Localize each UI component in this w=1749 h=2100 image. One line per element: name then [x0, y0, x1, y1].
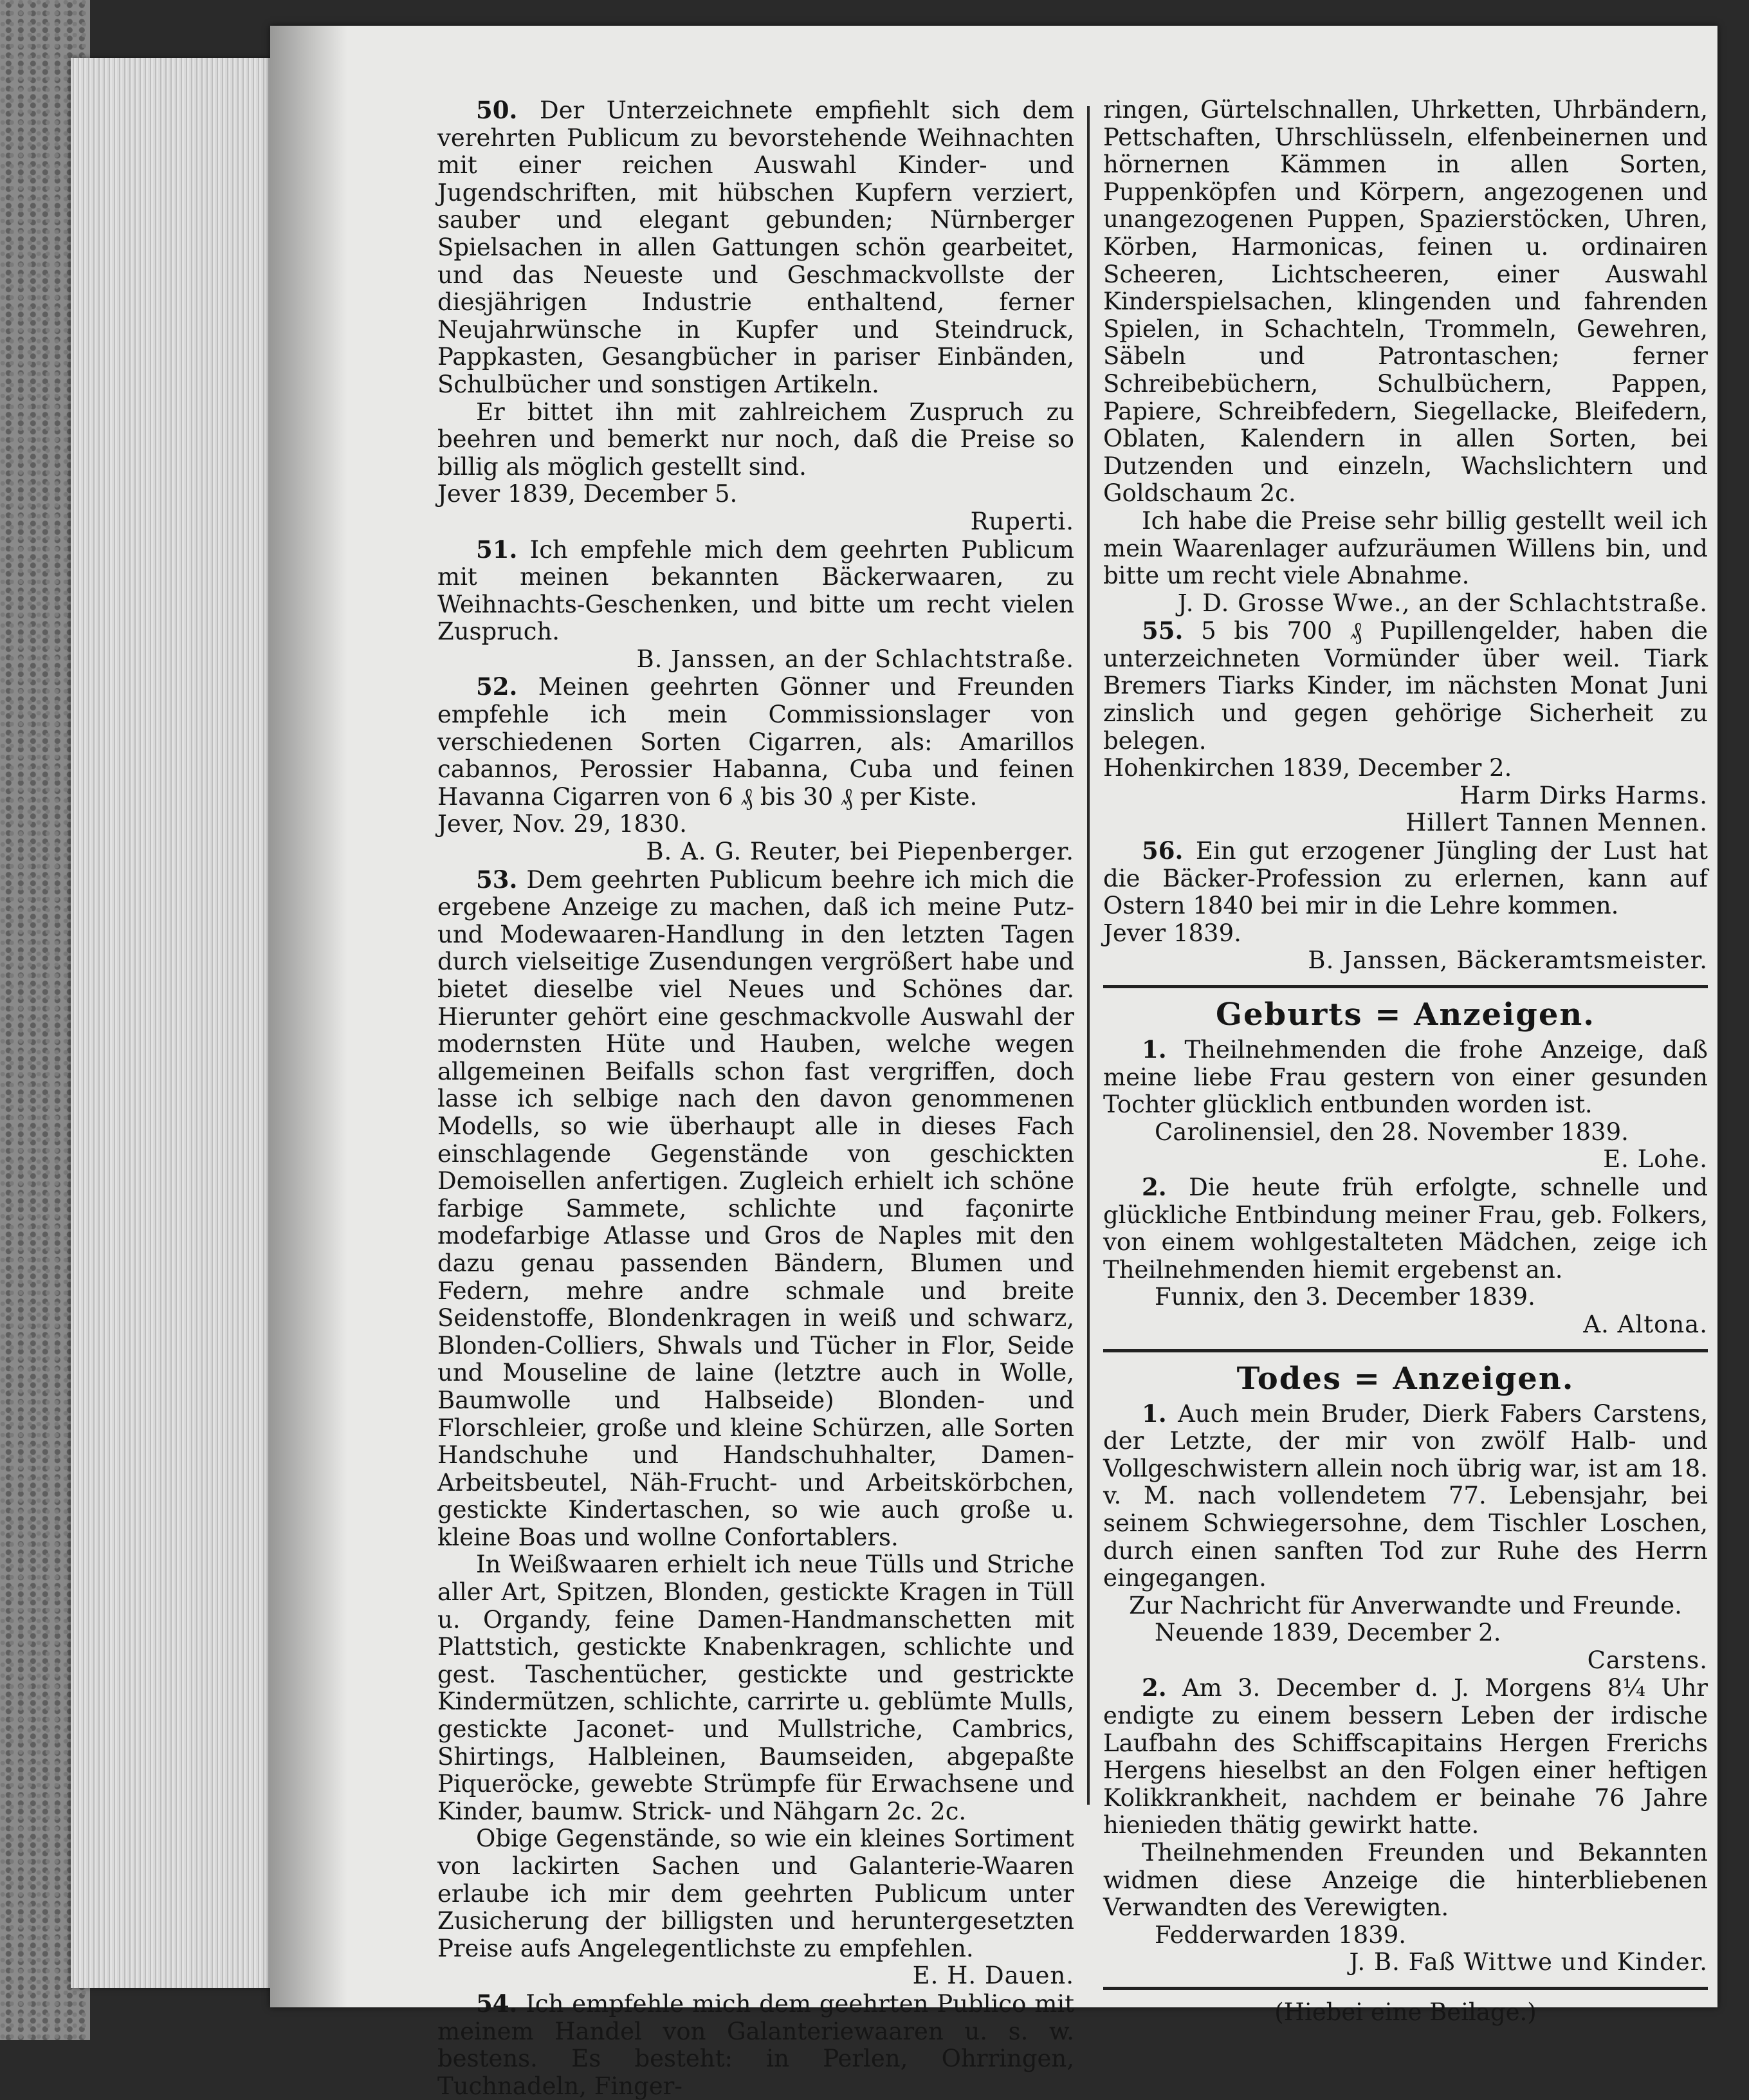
section-heading: Todes = Anzeigen.	[1236, 1360, 1575, 1397]
item-text: Auch mein Bruder, Dierk Fabers Carstens, der Letzte, der mir von zwölf Halb- und Vollgeschwistern allein noch übrig war, ist am 18. v. M. nach vollendetem 77. Lebensjahr, bei seinem Schwiegersohne, dem Tischler Loschen, durch einen sanften Tod zur Ruhe des Herrn eingegangen.	[1103, 1399, 1708, 1592]
ad-text: Ein gut erzogener Jüngling der Lust hat die Bäcker-Profession zu erlernen, kann auf Ostern 1840 bei mir in die Lehre kommen.	[1103, 837, 1708, 920]
item-signature: Carstens.	[1587, 1646, 1708, 1674]
item-number: 1.	[1142, 1399, 1167, 1428]
left-column	[437, 97, 1074, 2100]
item-number: 2.	[1142, 1673, 1167, 1702]
ad-signature: Harm Dirks Harms.	[1459, 781, 1708, 809]
item-signature: E. Lohe.	[1603, 1145, 1708, 1174]
ad-52	[437, 673, 1074, 865]
ad-text-2: Ich habe die Preise sehr billig gestellt weil ich mein Waarenlager aufzuräumen Willens bin, und bitte um recht viele Abnahme.	[1103, 506, 1708, 590]
ad-51	[437, 536, 1074, 674]
ad-number: 54.	[476, 1989, 518, 2018]
section-heading: Geburts = Anzeigen.	[1216, 997, 1595, 1033]
ad-53	[437, 866, 1074, 1990]
item-note: Zur Nachricht für Anverwandte und Freunde.	[1129, 1591, 1682, 1619]
item-date: Fedderwarden 1839.	[1155, 1920, 1407, 1949]
item-number: 1.	[1142, 1035, 1167, 1064]
item-text: Theilnehmenden die frohe Anzeige, daß meine liebe Frau gestern von einer gesunden Tochter glücklich entbunden worden ist.	[1103, 1036, 1708, 1119]
item-signature: A. Altona.	[1583, 1310, 1708, 1338]
ad-text: Dem geehrten Publicum beehre ich mich die ergebene Anzeige zu machen, daß ich meine Putz- und Modewaaren-Handlung in den letzten Tagen durch vielseitige Zusendungen vergrößert habe und bietet dieselbe viel Neues und Schönes dar. Hierunter gehört eine geschmackvolle Auswahl der modernsten Hüte und Hauben, welche wegen allgemeinen Beifalls schon fast vergriffen, doch lasse ich selbige nach den davon genommenen Modells, so wie überhaupt alle in dieses Fach einschlagende Gegenstände von geschickten Demoisellen anfertigen. Zugleich erhielt ich schöne farbige Sammete, schlichte und façonirte modefarbige Atlasse und Gros de Naples mit den dazu genau passenden Bändern, Blumen und Federn, mehre andre schmale und breite Seidenstoffe, Blondenkragen in weiß und schwarz, Blonden-Colliers, Shwals und Tücher in Flor, Seide und Mouseline de laine (letztre auch in Wolle, Baumwolle und Halbseide) Blonden- und Florschleier, große und kleine Schürzen, alle Sorten Handschuhe und Handschuhhalter, Damen-Arbeitsbeutel, Näh-Frucht- und Arbeitskörbchen, gestickte Kindertaschen, so wie auch große u. kleine Boas und wollne Confortablers.	[437, 865, 1074, 1551]
ad-date: Jever, Nov. 29, 1830.	[437, 810, 687, 838]
item-date: Carolinensiel, den 28. November 1839.	[1155, 1118, 1629, 1146]
ad-date: Jever 1839, December 5.	[437, 480, 738, 508]
ad-signature: E. H. Dauen.	[912, 1962, 1074, 1990]
item-number: 2.	[1142, 1172, 1167, 1201]
item-date: Funnix, den 3. December 1839.	[1155, 1283, 1535, 1311]
supplement-note: (Hiebei eine Beilage.)	[1274, 1998, 1537, 2026]
ad-text: Meinen geehrten Gönner und Freunden empfehle ich mein Commissionslager von verschiedenen Sorten Cigarren, als: Amarillos cabannos, Perossier Habanna, Cuba und feinen Havanna Cigarren von 6 ₰ bis 30 ₰ per Kiste.	[437, 673, 1074, 811]
ad-signature: B. Janssen, an der Schlachtstraße.	[636, 645, 1074, 673]
ad-text-3: Obige Gegenstände, so wie ein kleines Sortiment von lackirten Sachen und Galanterie-Waaren erlaube ich mir dem geehrten Publicum unter Zusicherung der billigsten und heruntergesetzten Preise aufs Angelegentlichste zu empfehlen.	[437, 1825, 1074, 1962]
ad-signature: Hillert Tannen Mennen.	[1406, 809, 1708, 837]
ad-signature: Ruperti.	[970, 507, 1074, 535]
ad-text-2: Er bittet ihn mit zahlreichem Zuspruch zu beehren und bemerkt nur noch, daß die Preise so billig als möglich gestellt sind.	[437, 398, 1074, 481]
ad-number: 50.	[476, 96, 518, 124]
deaths-section	[1103, 1361, 1708, 1976]
ad-text-2: In Weißwaaren erhielt ich neue Tülls und Striche aller Art, Spitzen, Blonden, gestickte Kragen in Tüll u. Organdy, feine Damen-Handmanschetten mit Plattstich, gestickte Knabenkragen, schlichte und gest. Taschentücher, gestickte und gestrickte Kindermützen, schlichte, carrirte u. geblümte Mulls, gestickte Jaconet- und Mullstriche, Cambrics, Shirtings, Halbleinen, Baumseiden, abgepaßte Piqueröcke, gewebte Strümpfe für Erwachsene und Kinder, baumw. Strick- und Nähgarn 2c. 2c.	[437, 1551, 1074, 1825]
ad-text: Ich empfehle mich dem geehrten Publico mit meinem Handel von Galanteriewaaren u. s. w. bestens. Es besteht: in Perlen, Ohrringen, Tuchnadeln, Finger-	[437, 1989, 1075, 2100]
item-date: Neuende 1839, December 2.	[1155, 1619, 1501, 1647]
item-signature: J. B. Faß Wittwe und Kinder.	[1349, 1948, 1708, 1976]
ad-number: 51.	[476, 535, 518, 564]
ad-54-continued	[1103, 97, 1708, 617]
ad-50	[437, 97, 1074, 536]
ad-number: 55.	[1142, 616, 1184, 645]
section-rule	[1103, 1987, 1708, 1990]
column-divider	[1087, 106, 1090, 1805]
ad-text: Ich empfehle mich dem geehrten Publicum mit meinen bekannten Bäckerwaaren, zu Weihnachts-Geschenken, und bitte um recht vielen Zuspruch.	[437, 535, 1074, 646]
ad-number: 52.	[476, 672, 518, 701]
ad-54	[437, 1990, 1074, 2100]
item-text-2: Theilnehmenden Freunden und Bekannten widmen diese Anzeige die hinterbliebenen Verwandten des Verewigten.	[1103, 1839, 1708, 1922]
ad-signature: B. A. G. Reuter, bei Piepenberger.	[646, 838, 1074, 866]
section-rule	[1103, 1349, 1708, 1352]
ad-text: ringen, Gürtelschnallen, Uhrketten, Uhrbändern, Pettschaften, Uhrschlüsseln, elfenbeinernen und hörnernen Kämmen in allen Sorten, Puppenköpfen und Körpern, angezogenen und unangezogenen Puppen, Spazierstöcken, Uhren, Körben, Harmonicas, feinen u. ordinairen Scheeren, Lichtscheeren, einer Auswahl Kinderspielsachen, klingenden und fahrenden Spielen, in Schachteln, Trommeln, Gewehren, Säbeln und Patrontaschen; ferner Schreibebüchern, Schulbüchern, Pappen, Papiere, Schreibfedern, Siegellacke, Bleifedern, Oblaten, Kalendern in allen Sorten, bei Dutzenden und einzeln, Wachslichtern und Goldschaum 2c.	[1103, 96, 1708, 508]
ad-number: 56.	[1142, 836, 1184, 865]
item-text: Am 3. December d. J. Morgens 8¼ Uhr endigte zu einem bessern Leben der irdische Laufbahn des Schiffscapitains Hergen Frerichs Hergens hieselbst an den Folgen einer heftigen Kolikkrankheit, nachdem er beinahe 76 Jahre hienieden thätig gewirkt hatte.	[1103, 1674, 1708, 1839]
ad-text: Der Unterzeichnete empfiehlt sich dem verehrten Publicum zu bevorstehende Weihnachten mit einer reichen Auswahl Kinder- und Jugendschriften, mit hübschen Kupfern verziert, sauber und elegant gebunden; Nürnberger Spielsachen in allen Gattungen schön gearbeitet, und das Neueste und Geschmackvollste der diesjährigen Industrie enthaltend, ferner Neujahrwünsche in Kupfer und Steindruck, Pappkasten, Gesangbücher in pariser Einbänden, Schulbücher und sonstigen Artikeln.	[437, 97, 1075, 398]
right-column	[1103, 97, 1708, 2027]
births-section	[1103, 997, 1708, 1339]
item-text: Die heute früh erfolgte, schnelle und glückliche Entbindung meiner Frau, geb. Folkers, von einem wohlgestalteten Mädchen, zeige ich Theilnehmenden hiemit ergebenst an.	[1103, 1173, 1708, 1284]
section-rule	[1103, 985, 1708, 988]
ad-signature: B. Janssen, Bäckeramtsmeister.	[1308, 946, 1708, 975]
ad-signature: J. D. Grosse Wwe., an der Schlachtstraße.	[1177, 589, 1708, 617]
ad-56	[1103, 837, 1708, 975]
ad-55	[1103, 617, 1708, 837]
page-stack-edges	[71, 58, 277, 1988]
ad-date: Jever 1839.	[1103, 919, 1241, 947]
ad-number: 53.	[476, 865, 518, 894]
ad-date: Hohenkirchen 1839, December 2.	[1103, 754, 1512, 782]
ad-text: 5 bis 700 ₰ Pupillengelder, haben die unterzeichneten Vormünder über weil. Tiark Bremers Tiarks Kinder, im nächsten Monat Juni zinslich und gegen gehörige Sicherheit zu belegen.	[1103, 617, 1708, 755]
